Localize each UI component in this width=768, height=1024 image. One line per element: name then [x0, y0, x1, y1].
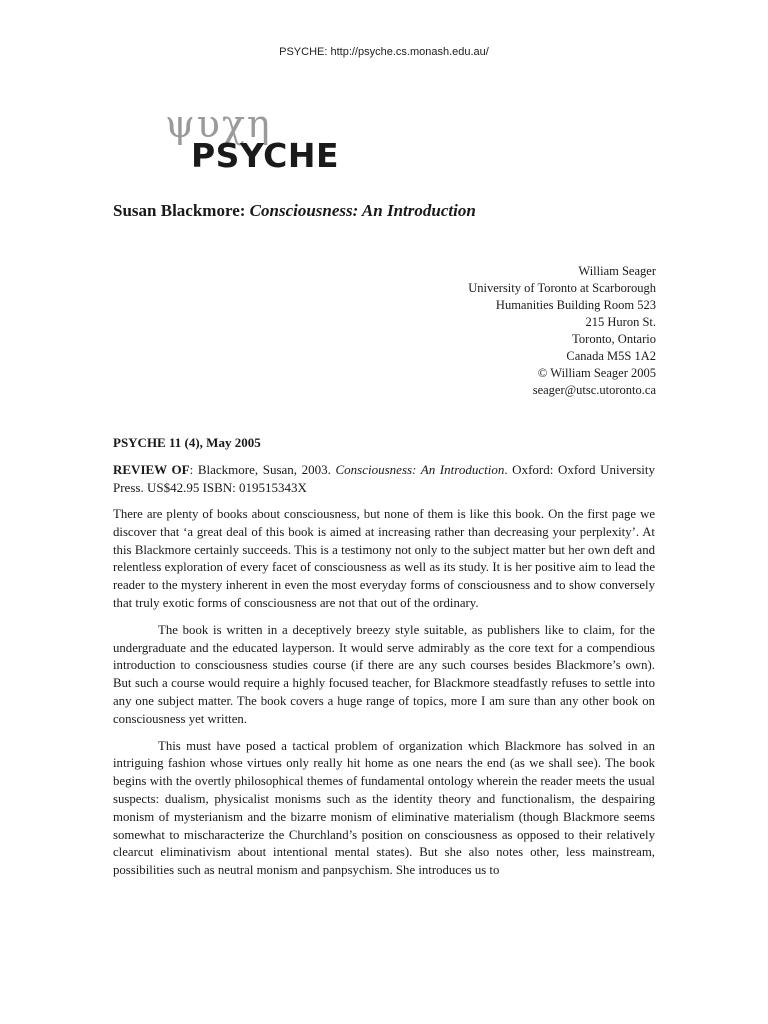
logo-wordmark: PSYCHE [191, 136, 340, 175]
reviewer-email[interactable]: seager@utsc.utoronto.ca [532, 383, 656, 397]
body-paragraph-3: This must have posed a tactical problem of organization which Blackmore has solved in an intriguing fashion whose virtues only really hit home as one nears the end (as we shall see). The book begins with the overtly philosophical themes of fundamental ontology wherein the reader meets the usual suspects: dualism, physicalist monisms such as the identity theory and functionalism, the despairing monism of mysterianism and the bizarre monism of eliminative materialism (though Blackmore seems somewhat to mischaracterize the Churchland’s position on consciousness as opposed to their relatively clearcut eliminativism about intentional mental states). But she also notes other, less mainstream, possibilities such as neutral monism and panpsychism. She introduces us to [113, 738, 655, 878]
reviewer-postal: Canada M5S 1A2 [566, 349, 656, 363]
review-of-post: . Oxford: Oxford University Press. US$42.95 ISBN: 019515343X [113, 462, 655, 495]
body-paragraph-2: The book is written in a deceptively breezy style suitable, as publishers like to claim, for the undergraduate and the educated layperson. It would serve admirably as the core text for a compendious introduction to consciousness studies course (if there are any such courses besides Blackmore’s own). But such a course would require a highly focused teacher, for Blackmore steadfastly refuses to settle into any one subject matter. The book covers a huge range of topics, more I am sure than any other book on consciousness yet written. [113, 622, 655, 726]
issue-line: PSYCHE 11 (4), May 2005 [113, 435, 261, 450]
reviewer-building: Humanities Building Room 523 [495, 298, 656, 312]
review-of-citation [113, 461, 655, 497]
psyche-logo [163, 104, 383, 176]
reviewer-copyright: © William Seager 2005 [537, 366, 656, 380]
reviewer-block [468, 263, 656, 399]
reviewer-city: Toronto, Ontario [572, 332, 656, 346]
review-of-label: REVIEW OF [113, 462, 190, 477]
body-paragraph-1: There are plenty of books about consciousness, but none of them is like this book. On the first page we discover that ‘a great deal of this book is aimed at increasing rather than decreasing your perplexity’. At this Blackmore certainly succeeds. This is a testimony not only to the subject matter but her own deft and relentless exploration of every facet of consciousness as well as its study. It is her positive aim to lead the reader to the mystery inherent in even the most everyday forms of consciousness and to show conversely that truly exotic forms of consciousness are not that out of the ordinary. [113, 507, 655, 610]
reviewer-university: University of Toronto at Scarborough [468, 281, 656, 295]
logo-greek-text: ψυχη [165, 102, 272, 146]
header-url: PSYCHE: http://psyche.cs.monash.edu.au/ [279, 46, 489, 58]
title-author: Susan Blackmore: [113, 201, 246, 220]
title-book: Consciousness: An Introduction [249, 201, 476, 220]
reviewer-street: 215 Huron St. [585, 315, 656, 329]
review-body [113, 506, 655, 889]
article-title [113, 201, 476, 221]
reviewer-name: William Seager [578, 264, 656, 278]
review-of-pre: : Blackmore, Susan, 2003. [189, 462, 336, 477]
review-of-book: Consciousness: An Introduction [335, 462, 505, 477]
